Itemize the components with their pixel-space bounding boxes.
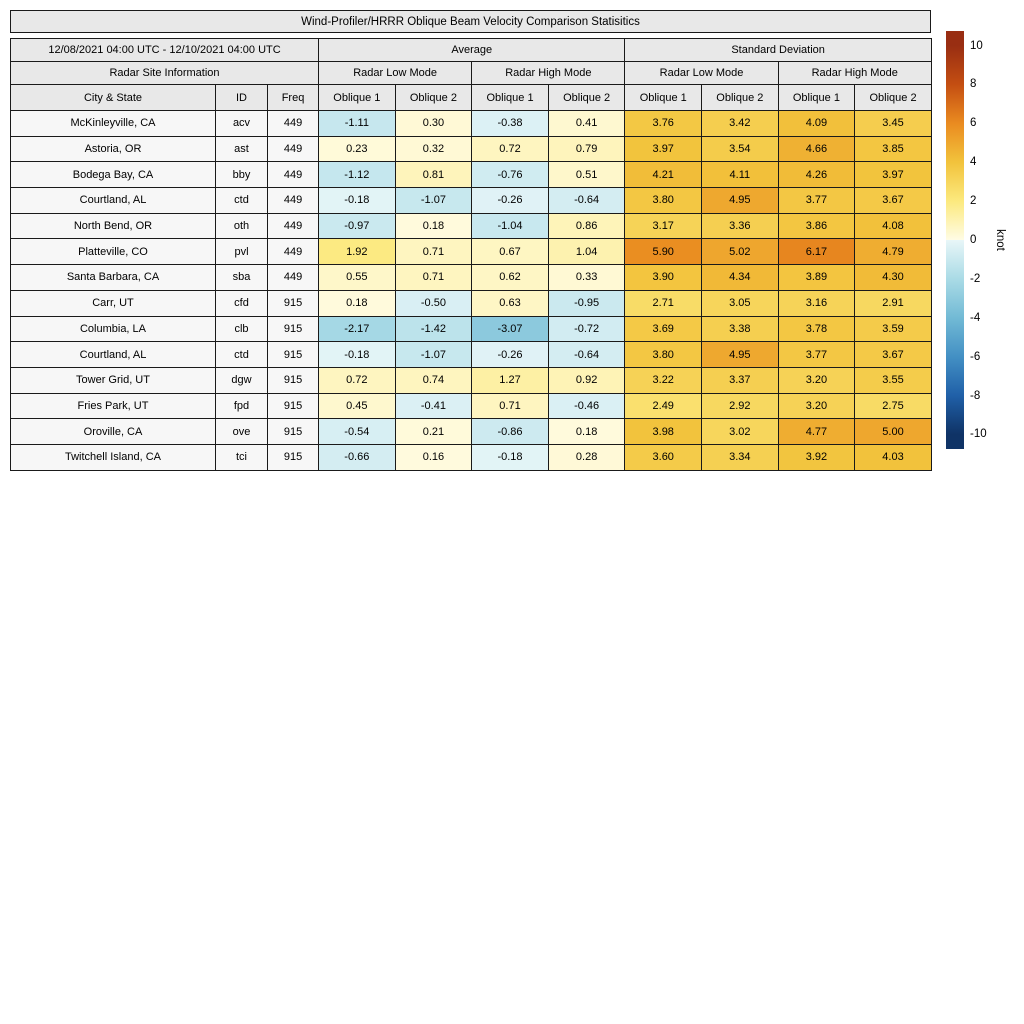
table-row (11, 393, 932, 419)
value-cell: 3.42 (702, 111, 779, 137)
column-header: City & State (11, 85, 216, 111)
freq-cell: 915 (268, 316, 319, 342)
value-cell: 5.00 (855, 419, 932, 445)
id-cell: tci (216, 444, 268, 470)
colorbar-tick-label: -4 (970, 311, 981, 324)
value-cell: -0.86 (472, 419, 549, 445)
value-cell: 3.80 (625, 342, 702, 368)
table-row (11, 342, 932, 368)
value-cell: 3.02 (702, 419, 779, 445)
value-cell: 3.90 (625, 265, 702, 291)
value-cell: -0.38 (472, 111, 549, 137)
freq-cell: 915 (268, 444, 319, 470)
header-row-columns (11, 85, 932, 111)
column-header: Oblique 2 (548, 85, 625, 111)
id-cell: fpd (216, 393, 268, 419)
id-cell: cfd (216, 290, 268, 316)
value-cell: 4.66 (778, 136, 855, 162)
value-cell: -0.50 (395, 290, 472, 316)
value-cell: 0.71 (395, 239, 472, 265)
value-cell: 2.75 (855, 393, 932, 419)
value-cell: 3.37 (702, 367, 779, 393)
value-cell: 0.72 (319, 367, 396, 393)
colorbar-gradient (946, 31, 964, 449)
value-cell: 0.81 (395, 162, 472, 188)
table-row (11, 213, 932, 239)
value-cell: -3.07 (472, 316, 549, 342)
city-cell: Columbia, LA (11, 316, 216, 342)
value-cell: 5.02 (702, 239, 779, 265)
value-cell: 3.97 (625, 136, 702, 162)
value-cell: 2.91 (855, 290, 932, 316)
colorbar-tick-label: -8 (970, 389, 981, 402)
freq-cell: 915 (268, 290, 319, 316)
value-cell: 4.77 (778, 419, 855, 445)
value-cell: 3.59 (855, 316, 932, 342)
mode-header: Radar High Mode (472, 62, 625, 85)
value-cell: 3.22 (625, 367, 702, 393)
value-cell: 3.16 (778, 290, 855, 316)
colorbar-tick-label: 8 (970, 78, 977, 91)
value-cell: 2.92 (702, 393, 779, 419)
freq-cell: 915 (268, 342, 319, 368)
city-cell: Twitchell Island, CA (11, 444, 216, 470)
value-cell: -0.18 (319, 342, 396, 368)
value-cell: 3.20 (778, 393, 855, 419)
table-row (11, 188, 932, 214)
value-cell: -0.64 (548, 342, 625, 368)
value-cell: 2.71 (625, 290, 702, 316)
city-cell: Platteville, CO (11, 239, 216, 265)
value-cell: -0.97 (319, 213, 396, 239)
value-cell: -0.18 (319, 188, 396, 214)
table-row (11, 265, 932, 291)
table-row (11, 419, 932, 445)
column-header: Oblique 1 (472, 85, 549, 111)
colorbar-tick-label: 0 (970, 234, 977, 246)
id-cell: ast (216, 136, 268, 162)
table-row (11, 239, 932, 265)
city-cell: North Bend, OR (11, 213, 216, 239)
colorbar-tick-label: 6 (970, 117, 977, 130)
value-cell: 3.17 (625, 213, 702, 239)
table-body (11, 111, 932, 471)
value-cell: -0.76 (472, 162, 549, 188)
site-info-header: Radar Site Information (11, 62, 319, 85)
value-cell: 3.85 (855, 136, 932, 162)
value-cell: 3.89 (778, 265, 855, 291)
value-cell: 0.67 (472, 239, 549, 265)
value-cell: 1.04 (548, 239, 625, 265)
city-cell: Courtland, AL (11, 188, 216, 214)
id-cell: dgw (216, 367, 268, 393)
value-cell: 2.49 (625, 393, 702, 419)
value-cell: -1.07 (395, 188, 472, 214)
city-cell: McKinleyville, CA (11, 111, 216, 137)
colorbar-tick-label: 2 (970, 195, 977, 208)
freq-cell: 915 (268, 393, 319, 419)
value-cell: 3.34 (702, 444, 779, 470)
value-cell: -0.72 (548, 316, 625, 342)
value-cell: 0.21 (395, 419, 472, 445)
city-cell: Fries Park, UT (11, 393, 216, 419)
table-row (11, 111, 932, 137)
city-cell: Oroville, CA (11, 419, 216, 445)
value-cell: -0.41 (395, 393, 472, 419)
value-cell: 6.17 (778, 239, 855, 265)
value-cell: 3.67 (855, 342, 932, 368)
value-cell: 4.03 (855, 444, 932, 470)
freq-cell: 449 (268, 239, 319, 265)
header-row-modes (11, 62, 932, 85)
column-header: ID (216, 85, 268, 111)
value-cell: 0.32 (395, 136, 472, 162)
id-cell: ctd (216, 188, 268, 214)
id-cell: oth (216, 213, 268, 239)
value-cell: 4.08 (855, 213, 932, 239)
id-cell: ctd (216, 342, 268, 368)
value-cell: 3.05 (702, 290, 779, 316)
id-cell: clb (216, 316, 268, 342)
column-header: Oblique 2 (395, 85, 472, 111)
value-cell: 0.41 (548, 111, 625, 137)
city-cell: Courtland, AL (11, 342, 216, 368)
value-cell: 3.69 (625, 316, 702, 342)
column-header: Oblique 2 (702, 85, 779, 111)
value-cell: 0.18 (548, 419, 625, 445)
freq-cell: 915 (268, 419, 319, 445)
value-cell: -1.12 (319, 162, 396, 188)
freq-cell: 449 (268, 188, 319, 214)
value-cell: 3.98 (625, 419, 702, 445)
value-cell: 0.71 (472, 393, 549, 419)
colorbar-tick-label: 4 (970, 156, 977, 169)
mode-header: Radar High Mode (778, 62, 931, 85)
value-cell: 0.16 (395, 444, 472, 470)
value-cell: 3.60 (625, 444, 702, 470)
mode-header: Radar Low Mode (625, 62, 778, 85)
colorbar-tick-label: 10 (970, 39, 983, 52)
table-row (11, 444, 932, 470)
value-cell: -0.54 (319, 419, 396, 445)
city-cell: Santa Barbara, CA (11, 265, 216, 291)
value-cell: 0.23 (319, 136, 396, 162)
value-cell: 3.97 (855, 162, 932, 188)
average-group-header: Average (319, 39, 625, 62)
freq-cell: 449 (268, 111, 319, 137)
value-cell: -2.17 (319, 316, 396, 342)
value-cell: 3.38 (702, 316, 779, 342)
value-cell: -0.64 (548, 188, 625, 214)
value-cell: 0.33 (548, 265, 625, 291)
value-cell: 3.55 (855, 367, 932, 393)
value-cell: -0.95 (548, 290, 625, 316)
value-cell: 4.34 (702, 265, 779, 291)
value-cell: 3.76 (625, 111, 702, 137)
value-cell: 0.72 (472, 136, 549, 162)
value-cell: 3.45 (855, 111, 932, 137)
header-row-groups (11, 39, 932, 62)
value-cell: 0.92 (548, 367, 625, 393)
value-cell: 3.67 (855, 188, 932, 214)
value-cell: 0.28 (548, 444, 625, 470)
freq-cell: 449 (268, 213, 319, 239)
value-cell: 3.78 (778, 316, 855, 342)
colorbar-tick-label: -2 (970, 272, 981, 285)
id-cell: ove (216, 419, 268, 445)
column-header: Oblique 1 (778, 85, 855, 111)
city-cell: Tower Grid, UT (11, 367, 216, 393)
city-cell: Carr, UT (11, 290, 216, 316)
value-cell: 3.77 (778, 342, 855, 368)
colorbar-tick-label: -10 (970, 428, 987, 441)
value-cell: -0.66 (319, 444, 396, 470)
value-cell: 0.51 (548, 162, 625, 188)
value-cell: 3.92 (778, 444, 855, 470)
value-cell: 3.86 (778, 213, 855, 239)
stats-table (10, 38, 932, 471)
value-cell: 3.54 (702, 136, 779, 162)
table-title: Wind-Profiler/HRRR Oblique Beam Velocity Comparison Statisitics (10, 10, 931, 33)
value-cell: -1.11 (319, 111, 396, 137)
value-cell: -0.18 (472, 444, 549, 470)
value-cell: 4.09 (778, 111, 855, 137)
value-cell: 0.55 (319, 265, 396, 291)
column-header: Oblique 2 (855, 85, 932, 111)
freq-cell: 449 (268, 136, 319, 162)
value-cell: 0.18 (319, 290, 396, 316)
value-cell: 4.21 (625, 162, 702, 188)
value-cell: 0.45 (319, 393, 396, 419)
value-cell: 1.27 (472, 367, 549, 393)
id-cell: bby (216, 162, 268, 188)
value-cell: 4.95 (702, 188, 779, 214)
id-cell: sba (216, 265, 268, 291)
id-cell: acv (216, 111, 268, 137)
value-cell: 0.86 (548, 213, 625, 239)
value-cell: 4.26 (778, 162, 855, 188)
value-cell: 4.11 (702, 162, 779, 188)
value-cell: 3.20 (778, 367, 855, 393)
value-cell: 0.63 (472, 290, 549, 316)
table-row (11, 367, 932, 393)
value-cell: 3.36 (702, 213, 779, 239)
date-range-cell: 12/08/2021 04:00 UTC - 12/10/2021 04:00 UTC (11, 39, 319, 62)
value-cell: 1.92 (319, 239, 396, 265)
city-cell: Astoria, OR (11, 136, 216, 162)
freq-cell: 449 (268, 265, 319, 291)
value-cell: -1.07 (395, 342, 472, 368)
value-cell: -0.26 (472, 188, 549, 214)
value-cell: 0.79 (548, 136, 625, 162)
value-cell: 0.62 (472, 265, 549, 291)
colorbar-unit-label: knot (994, 229, 1006, 251)
colorbar (946, 31, 1024, 449)
colorbar-tick-label: -6 (970, 350, 981, 363)
value-cell: 0.71 (395, 265, 472, 291)
value-cell: 3.77 (778, 188, 855, 214)
mode-header: Radar Low Mode (319, 62, 472, 85)
freq-cell: 915 (268, 367, 319, 393)
value-cell: -1.04 (472, 213, 549, 239)
table-row (11, 290, 932, 316)
value-cell: 3.80 (625, 188, 702, 214)
column-header: Oblique 1 (625, 85, 702, 111)
value-cell: 0.18 (395, 213, 472, 239)
value-cell: 4.95 (702, 342, 779, 368)
value-cell: 0.74 (395, 367, 472, 393)
column-header: Oblique 1 (319, 85, 396, 111)
column-header: Freq (268, 85, 319, 111)
freq-cell: 449 (268, 162, 319, 188)
value-cell: 0.30 (395, 111, 472, 137)
city-cell: Bodega Bay, CA (11, 162, 216, 188)
value-cell: 5.90 (625, 239, 702, 265)
stddev-group-header: Standard Deviation (625, 39, 931, 62)
value-cell: -1.42 (395, 316, 472, 342)
value-cell: -0.26 (472, 342, 549, 368)
value-cell: 4.79 (855, 239, 932, 265)
table-row (11, 316, 932, 342)
value-cell: 4.30 (855, 265, 932, 291)
table-row (11, 136, 932, 162)
id-cell: pvl (216, 239, 268, 265)
value-cell: -0.46 (548, 393, 625, 419)
table-row (11, 162, 932, 188)
